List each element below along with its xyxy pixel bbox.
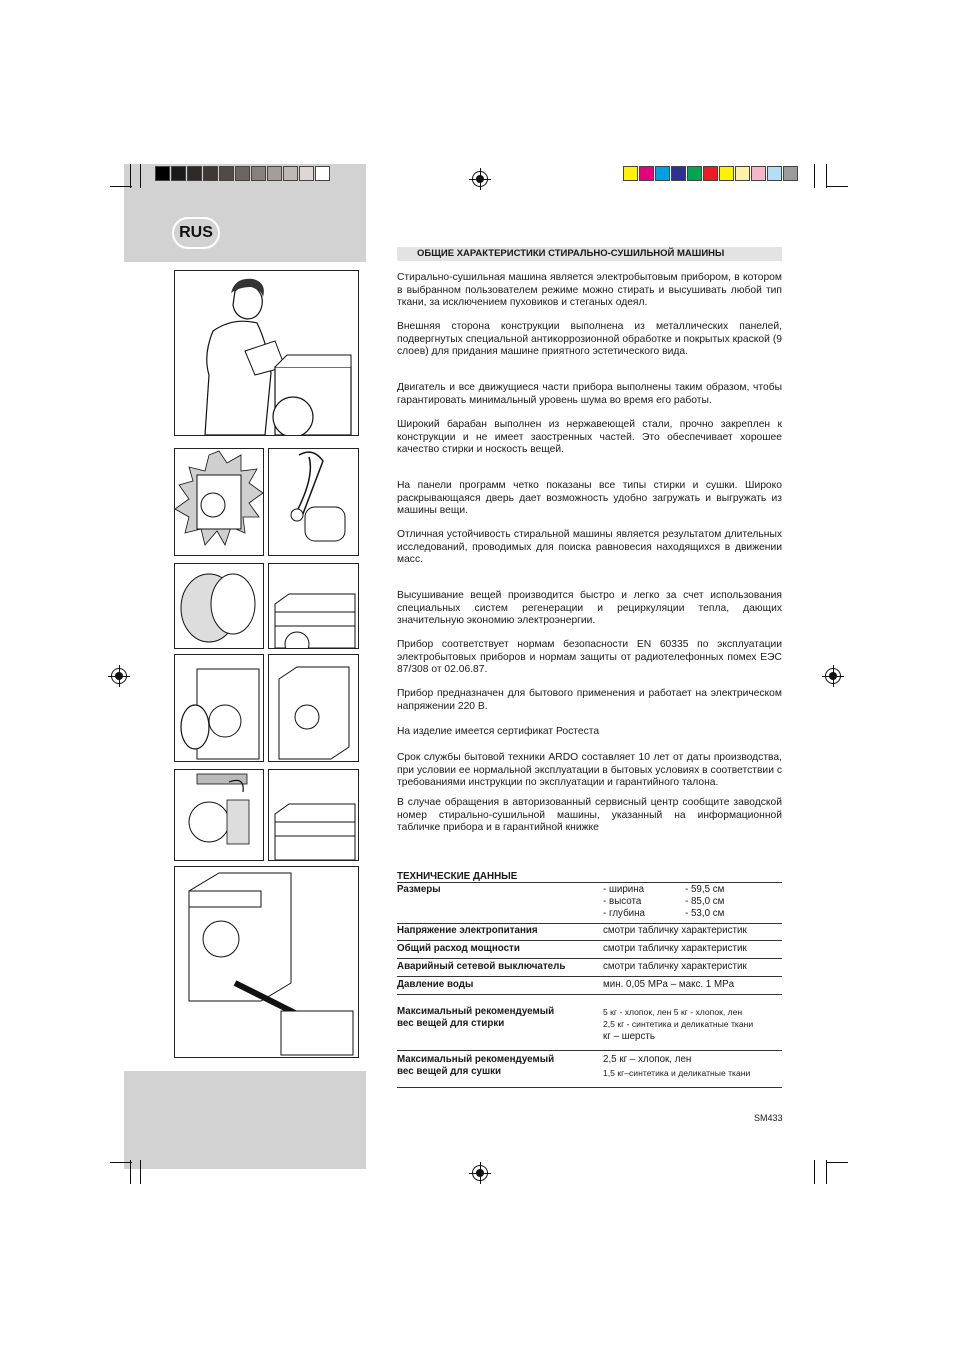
registration-mark-icon (472, 1165, 488, 1181)
paragraph-service-center: В случае обращения в авторизованный сервисный центр сообщите заводской номер стирально-сушильной машины, указанный на информационной табличке прибора и в гарантийной книжке (397, 797, 782, 834)
crop-mark (110, 186, 132, 187)
color-swatch (267, 166, 282, 181)
paragraph-certificate: На изделие имеется сертификат Ростеста (397, 726, 600, 737)
crop-mark (826, 164, 827, 188)
crop-mark (130, 164, 131, 188)
spec-value: 2,5 кг – хлопок, лен (603, 1054, 692, 1065)
dim-name: - ширина (603, 884, 645, 895)
paragraph-drying: Высушивание вещей производится быстро и легко за счет использования специальных систем регенерации и рециркуляции тепла, дающих значительную экономию электроэнергии. (397, 590, 782, 627)
spec-value: 1,5 кг–синтетика и деликатные ткани (603, 1068, 751, 1078)
spec-label: вес вещей для сушки (397, 1066, 502, 1077)
dim-value: - 85,0 см (685, 896, 725, 907)
paragraph-panel: На панели программ четко показаны все типы стирки и сушки. Широко раскрывающаяся дверь дает возможность удобно загружать и выгружать из машины вещи. (397, 480, 782, 517)
color-swatch (671, 166, 686, 181)
crop-mark (130, 1160, 131, 1184)
paragraph-voltage: Прибор предназначен для бытового применения и работает на электрическом напряжении 220 В. (397, 688, 782, 712)
color-swatch (639, 166, 654, 181)
language-badge: RUS (172, 217, 220, 249)
crop-mark (140, 164, 141, 188)
color-swatch (783, 166, 798, 181)
color-swatch (315, 166, 330, 181)
spec-value: смотри табличку характеристик (603, 961, 747, 972)
crop-mark (826, 1160, 827, 1184)
crop-mark (814, 1160, 815, 1184)
paragraph-exterior: Внешняя сторона конструкции выполнена из металлических панелей, подвергнутых специальной антикоррозионной обработке и покрытых краской (9 слоев) для придания машине приятного эстетического вида. (397, 321, 782, 358)
illustration-open-door (174, 654, 264, 762)
crop-mark (826, 186, 848, 187)
paragraph-stability: Отличная устойчивость стиральной машины является результатом длительных исследований, проводимых для поиска равновесия находящихся в движении масс. (397, 529, 782, 566)
color-swatch (719, 166, 734, 181)
illustration-stability (268, 654, 359, 762)
spec-row-wash-load (397, 1002, 782, 1051)
registration-mark-icon (825, 668, 841, 684)
spec-row-dimensions (397, 883, 782, 924)
color-swatch (687, 166, 702, 181)
spec-label: Аварийный сетевой выключатель (397, 961, 566, 972)
crop-mark (140, 1160, 141, 1184)
spec-label: Давление воды (397, 979, 474, 990)
registration-mark-icon (472, 171, 488, 187)
illustration-rating-plate (174, 866, 359, 1058)
paragraph-safety: Прибор соответствует нормам безопасности EN 60335 по эксплуатации электробытовых приборов и нормам защиты от радиотелефонных помех ЕЭС 87/308 от 02.06.87. (397, 639, 782, 676)
spec-row-power (397, 941, 782, 959)
spec-row-voltage (397, 923, 782, 941)
spec-label: Максимальный рекомендуемый (397, 1006, 555, 1017)
spec-value: мин. 0,05 MPa – макс. 1 MPa (603, 979, 735, 990)
dim-name: - высота (603, 896, 642, 907)
illustration-heat-recirculation (174, 769, 264, 861)
dim-value: - 53,0 см (685, 908, 725, 919)
color-swatch (751, 166, 766, 181)
paragraph-intro: Стирально-сушильная машина является электробытовым прибором, в котором в выбранном пользователем режиме можно стирать и высушивать любой тип ткани, за исключением пуховиков и стеганых одеял. (397, 272, 782, 309)
spec-value: кг – шерсть (603, 1031, 655, 1042)
color-swatch (283, 166, 298, 181)
spec-label: вес вещей для стирки (397, 1018, 505, 1029)
color-swatch (155, 166, 170, 181)
color-swatch (703, 166, 718, 181)
illustration-drum (174, 563, 264, 649)
paragraph-service-life: Срок службы бытовой техники ARDO составляет 10 лет от даты производства, при условии ее нормальной эксплуатации в бытовых условиях в соответствии с требованиями инструкции по эксплуатации и гарантийного талона. (397, 752, 782, 789)
color-swatch (655, 166, 670, 181)
illustration-control-panel (268, 563, 359, 649)
spec-label: Максимальный рекомендуемый (397, 1054, 555, 1065)
spec-value: 2,5 кг - синтетика и деликатные ткани (603, 1019, 754, 1029)
color-swatch (219, 166, 234, 181)
color-swatch (735, 166, 750, 181)
registration-mark-icon (111, 668, 127, 684)
paragraph-motor: Двигатель и все движущиеся части прибора выполнены таким образом, чтобы гарантировать минимальный уровень шума во время его работы. (397, 382, 782, 406)
spec-value: смотри табличку характеристик (603, 943, 747, 954)
spec-label: Общий расход мощности (397, 943, 520, 954)
paragraph-drum: Широкий барабан выполнен из нержавеющей стали, прочно закреплен к конструкции и не имеет заостренных частей. Это обеспечивает хорошее качество стирки и носкость вещей. (397, 419, 782, 456)
spec-value: смотри табличку характеристик (603, 925, 747, 936)
illustration-machine-front (268, 769, 359, 861)
color-swatch (235, 166, 250, 181)
color-swatch (767, 166, 782, 181)
color-swatch (623, 166, 638, 181)
color-swatch (203, 166, 218, 181)
spec-label: Размеры (397, 884, 441, 895)
dim-value: - 59,5 см (685, 884, 725, 895)
spec-row-water-pressure (397, 977, 782, 995)
spec-row-emergency-switch (397, 959, 782, 977)
section-title: ОБЩИЕ ХАРАКТЕРИСТИКИ СТИРАЛЬНО-СУШИЛЬНОЙ МАШИНЫ (397, 247, 782, 261)
illustration-woman-reading-manual (174, 270, 359, 436)
spec-value: 5 кг - хлопок, лен 5 кг - хлопок, лен (603, 1007, 743, 1017)
footer-grey-block (124, 1071, 366, 1169)
crop-mark (110, 1162, 132, 1163)
color-swatch (171, 166, 186, 181)
crop-mark (814, 164, 815, 188)
dim-name: - глубина (603, 908, 646, 919)
crop-mark (826, 1162, 848, 1163)
specs-title: ТЕХНИЧЕСКИЕ ДАННЫЕ (397, 871, 518, 882)
color-swatch (299, 166, 314, 181)
illustration-motor-belt (268, 448, 359, 556)
color-swatch (187, 166, 202, 181)
model-code: SM433 (754, 1113, 783, 1123)
illustration-noise-level (174, 448, 264, 556)
color-swatch (251, 166, 266, 181)
spec-row-dry-load (397, 1052, 782, 1088)
spec-label: Напряжение электропитания (397, 925, 538, 936)
